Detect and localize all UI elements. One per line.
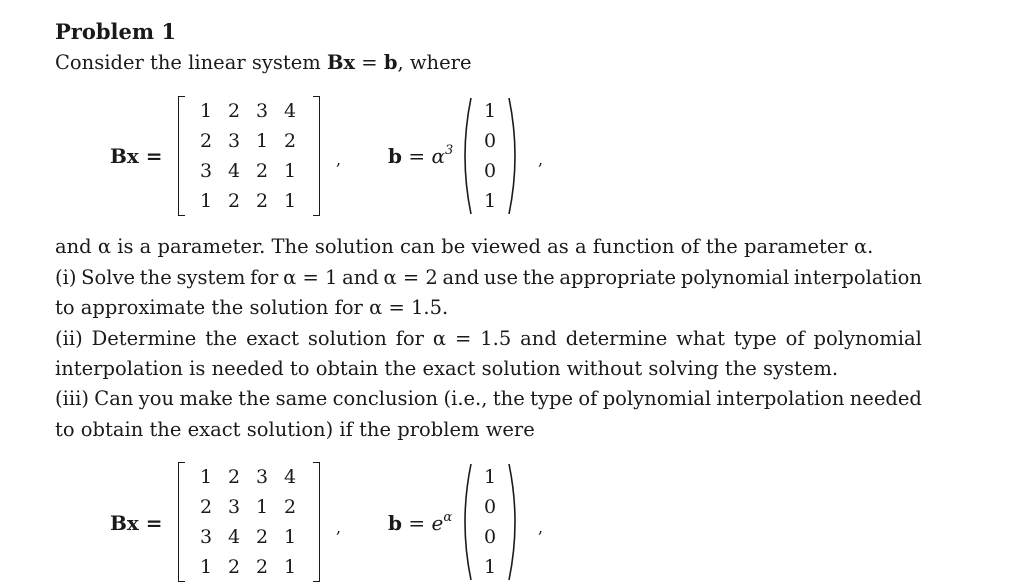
system2-vector-comma: , <box>538 518 544 537</box>
paragraph-word: interpolation <box>793 266 922 289</box>
system2-vector <box>459 462 521 582</box>
paragraph-word: appropriate <box>559 266 677 289</box>
paragraph-word: the <box>522 266 555 289</box>
paragraph-word: the <box>492 387 525 410</box>
matrix-cell: 3 <box>227 496 241 518</box>
system1-vector-comma: , <box>538 150 544 169</box>
para-line-1-text: and α is a parameter. The solution can be viewed as a function of the parameter α. <box>55 235 874 258</box>
system1-lhs <box>110 144 163 168</box>
system2-b-expression <box>388 511 452 539</box>
matrix-left-bracket <box>178 96 185 216</box>
matrix-cell: 2 <box>283 496 297 518</box>
matrix-right-bracket <box>313 96 320 216</box>
paragraph-word: Determine <box>91 327 197 350</box>
system1-b-expression <box>388 144 453 172</box>
system1-matrix <box>178 96 320 216</box>
paragraph-word: same <box>275 387 328 410</box>
system1-vector <box>459 96 521 216</box>
system1-matrix-comma: , <box>336 150 342 169</box>
paragraph-word: polynomial <box>602 387 712 410</box>
matrix-cell: 3 <box>227 130 241 152</box>
paragraph-word: type <box>733 327 777 350</box>
system1-lhs-label: Bx = <box>110 144 163 168</box>
paragraph-word: and <box>442 266 480 289</box>
vector-cell: 1 <box>483 100 497 122</box>
paragraph-word: exact <box>246 327 299 350</box>
system2-matrix-grid <box>192 462 304 582</box>
paragraph-word: (ii) <box>55 327 83 350</box>
matrix-cell: 2 <box>255 556 269 578</box>
matrix-cell: 1 <box>255 496 269 518</box>
matrix-cell: 1 <box>283 160 297 182</box>
paragraph-word: the <box>205 327 238 350</box>
paragraph-word: 1.5 <box>480 327 512 350</box>
para-line-5: interpolation is needed to obtain the exact solution without solving the system. <box>55 357 839 380</box>
matrix-cell: 2 <box>227 100 241 122</box>
system2-matrix-comma: , <box>336 518 342 537</box>
paragraph-word: polynomial <box>680 266 790 289</box>
paragraph-word: (iii) <box>55 387 89 410</box>
matrix-cell: 2 <box>227 556 241 578</box>
system2-b-eq: = <box>401 511 432 535</box>
system2-b-exponent: α <box>443 510 453 525</box>
vector-cell: 1 <box>483 466 497 488</box>
vector-cell: 0 <box>483 496 497 518</box>
system1-b-exponent: 3 <box>444 143 454 158</box>
matrix-cell: 2 <box>227 466 241 488</box>
intro-rhs: b <box>383 51 398 74</box>
paragraph-word: α = 1 <box>283 266 338 289</box>
matrix-cell: 2 <box>283 130 297 152</box>
matrix-cell: 1 <box>199 556 213 578</box>
vector-cell: 0 <box>483 160 497 182</box>
matrix-left-bracket <box>178 462 185 582</box>
paragraph-word: α = 2 <box>383 266 438 289</box>
matrix-cell: 2 <box>255 190 269 212</box>
intro-lhs: Bx <box>326 51 356 74</box>
paragraph-word: make <box>179 387 233 410</box>
paragraph-word: interpolation <box>716 387 845 410</box>
matrix-cell: 3 <box>199 526 213 548</box>
paragraph-word: and <box>342 266 379 289</box>
matrix-cell: 3 <box>255 100 269 122</box>
matrix-cell: 2 <box>199 130 213 152</box>
paragraph-word: and <box>520 327 557 350</box>
paragraph-word: polynomial <box>813 327 922 350</box>
system2-matrix <box>178 462 320 582</box>
para-line-4 <box>55 327 922 351</box>
para-line-2 <box>55 266 922 290</box>
paragraph-word: the <box>238 387 271 410</box>
system2-lhs <box>110 511 163 535</box>
matrix-cell: 1 <box>283 190 297 212</box>
paragraph-word: solution <box>307 327 387 350</box>
para-line-7: to obtain the exact solution) if the problem were <box>55 418 535 441</box>
matrix-cell: 2 <box>255 526 269 548</box>
system1-b-label: b <box>388 144 402 168</box>
matrix-right-bracket <box>313 462 320 582</box>
matrix-cell: 2 <box>227 190 241 212</box>
paragraph-word: = <box>454 327 472 350</box>
matrix-cell: 1 <box>199 466 213 488</box>
para-line-6 <box>55 387 922 411</box>
vector-cell: 0 <box>483 130 497 152</box>
paragraph-word: the <box>139 266 172 289</box>
paragraph-word: for <box>250 266 279 289</box>
paragraph-word: what <box>676 327 725 350</box>
paragraph-word: Can <box>94 387 134 410</box>
paragraph-word: system <box>176 266 246 289</box>
paragraph-word: Solve <box>81 266 136 289</box>
paragraph-word: type <box>530 387 573 410</box>
matrix-cell: 1 <box>255 130 269 152</box>
intro-eq: = <box>355 51 384 74</box>
system2-b-label: b <box>388 511 402 535</box>
paragraph-word: conclusion <box>332 387 439 410</box>
vector-cell: 0 <box>483 526 497 548</box>
matrix-cell: 4 <box>227 526 241 548</box>
paragraph-word: of <box>578 387 598 410</box>
paragraph-word: (i) <box>55 266 77 289</box>
matrix-cell: 1 <box>283 526 297 548</box>
matrix-cell: 2 <box>199 496 213 518</box>
paragraph-word: use <box>483 266 519 289</box>
matrix-cell: 1 <box>199 190 213 212</box>
intro-line <box>55 51 472 75</box>
paragraph-word: α <box>432 327 447 350</box>
matrix-cell: 3 <box>199 160 213 182</box>
matrix-cell: 4 <box>227 160 241 182</box>
paragraph-word: for <box>395 327 424 350</box>
matrix-cell: 2 <box>255 160 269 182</box>
vector-cell: 1 <box>483 190 497 212</box>
matrix-cell: 1 <box>283 556 297 578</box>
system1-b-eq: = <box>401 144 432 168</box>
matrix-cell: 3 <box>255 466 269 488</box>
vector-cell: 1 <box>483 556 497 578</box>
para-line-3: to approximate the solution for α = 1.5. <box>55 296 449 319</box>
system2-b-base: e <box>431 511 444 535</box>
paragraph-word: you <box>138 387 175 410</box>
system1-matrix-grid <box>192 96 304 216</box>
matrix-cell: 4 <box>283 100 297 122</box>
intro-after: , where <box>397 51 472 74</box>
paragraph-word: determine <box>565 327 668 350</box>
para-line-1 <box>55 235 873 259</box>
intro-text: Consider the linear system <box>55 51 327 74</box>
paragraph-word: of <box>785 327 805 350</box>
matrix-cell: 4 <box>283 466 297 488</box>
system1-b-factor: α <box>431 144 445 168</box>
matrix-cell: 1 <box>199 100 213 122</box>
system2-lhs-label: Bx = <box>110 511 163 535</box>
paragraph-word: needed <box>849 387 922 410</box>
paragraph-word: (i.e., <box>443 387 488 410</box>
problem-title: Problem 1 <box>55 19 177 44</box>
